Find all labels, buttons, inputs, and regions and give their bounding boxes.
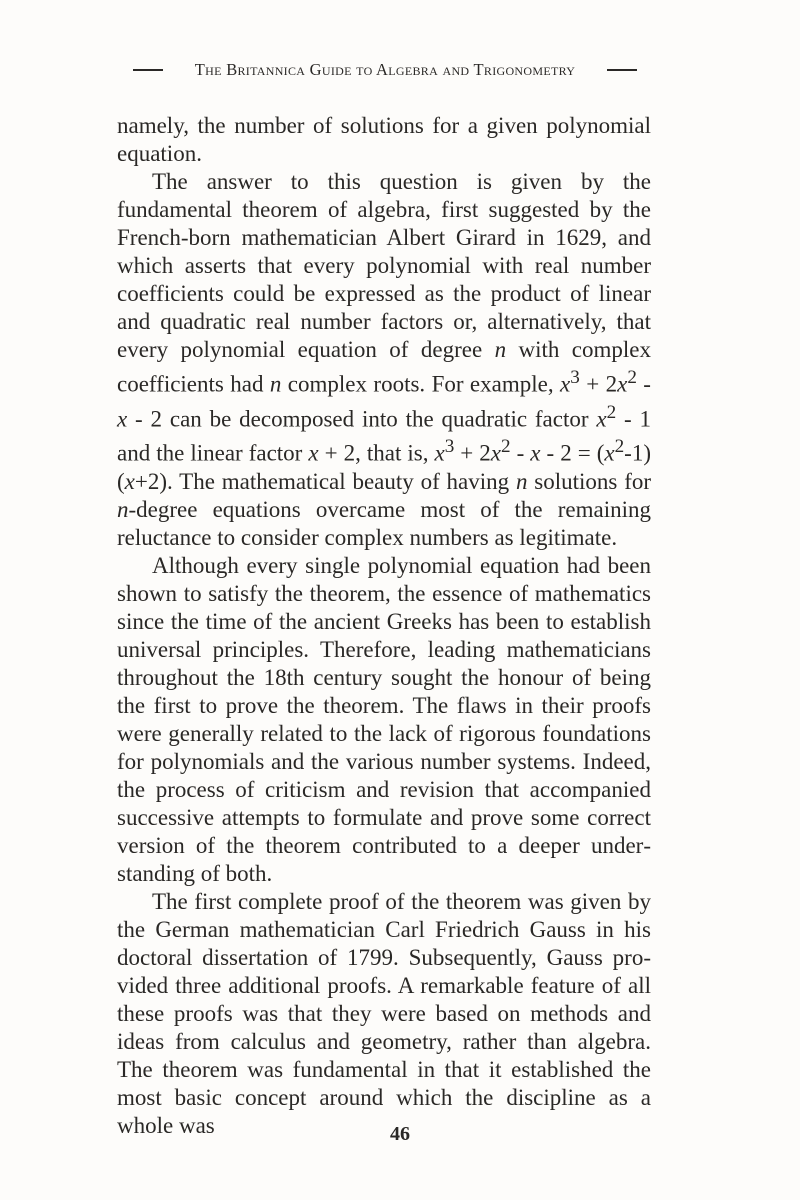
text-run: + 2, that is,: [318, 440, 435, 466]
math-variable: n: [117, 496, 129, 522]
math-variable: n: [494, 337, 507, 362]
header-rule-right: [607, 69, 637, 71]
header-rule-left: [133, 69, 163, 71]
exponent: 2: [501, 436, 511, 458]
page-number: 46: [390, 1123, 410, 1145]
text-run: - 1 and the linear factor: [117, 406, 651, 466]
math-variable: x: [530, 440, 541, 466]
text-run: namely, the number of solutions for a given polynomial equation.: [117, 113, 651, 166]
text-run: - 2 = (: [540, 440, 605, 466]
text-run: + 2: [454, 440, 491, 466]
exponent: 3: [444, 436, 455, 458]
exponent: 2: [606, 401, 617, 423]
paragraph-1: [117, 112, 651, 168]
text-run: +2). The mathematical beauty of having: [134, 468, 516, 494]
running-header-title: The Britannica Guide to Algebra and Trigonometry: [194, 60, 576, 79]
text-run: The answer to this question is given by the fundamental theorem of algebra, first suggested by the French-born mathematician Albert Girard in 1629, and which asserts that every polynomial with real number coefficients could be expressed as the product of linear and quadratic real number factors or, alternatively, that every polynomial equation of degree: [117, 169, 651, 362]
text-run: - 2 can be decomposed into the quadratic factor: [127, 406, 597, 432]
math-variable: x: [434, 440, 445, 466]
exponent: 3: [570, 367, 580, 388]
text-run: + 2: [579, 371, 618, 397]
text-run: complex roots. For example,: [281, 371, 560, 397]
text-run: Although every single polynomial equation had been shown to satisfy the theorem, the essence of mathematics since the time of the ancient Greeks has been to establish universal principles. Therefore, leading mathematicians throughout the 18th century sought the honour of being the first to prove the theorem. The flaws in their proofs were generally related to the lack of rigorous foundations for polynomials and the various number systems. Indeed, the process of criticism and revision that accompanied successive attempts to formulate and prove some correct version of the theorem contributed to a deeper understanding of both.: [117, 552, 651, 886]
text-run: with complex coefficients had: [117, 337, 651, 397]
math-variable: x: [560, 371, 571, 397]
exponent: 2: [627, 367, 637, 388]
math-variable: x: [604, 440, 615, 466]
math-variable: n: [515, 468, 528, 494]
text-run: -: [510, 440, 531, 466]
paragraph-2: [117, 168, 651, 552]
text-run: -1)(: [117, 440, 651, 494]
paragraph-4: [117, 888, 651, 1140]
math-variable: x: [596, 406, 607, 432]
text-run: -degree equations overcame most of the remaining reluctance to consider complex numbers as legitimate.: [117, 496, 651, 550]
text-run: -: [636, 371, 651, 397]
math-variable: x: [490, 440, 501, 466]
running-header: [133, 60, 637, 80]
math-variable: x: [617, 371, 628, 397]
paragraph-3: [117, 552, 651, 888]
math-variable: x: [308, 440, 319, 466]
math-variable: n: [269, 371, 282, 397]
math-variable: x: [124, 468, 135, 494]
exponent: 2: [614, 436, 625, 458]
math-variable: x: [117, 406, 128, 432]
body-text: [117, 112, 651, 1140]
text-run: The first complete proof of the theorem was given by the German mathematician Carl Friedrich Gauss in his doctoral dissertation of 1799. Subsequently, Gauss provided three additional proofs. A remarkable feature of all these proofs was that they were based on methods and ideas from calculus and geometry, rather than algebra. The theorem was fundamental in that it established the most basic concept around which the discipline as a whole was: [117, 888, 651, 1138]
text-run: solutions for: [527, 468, 652, 494]
